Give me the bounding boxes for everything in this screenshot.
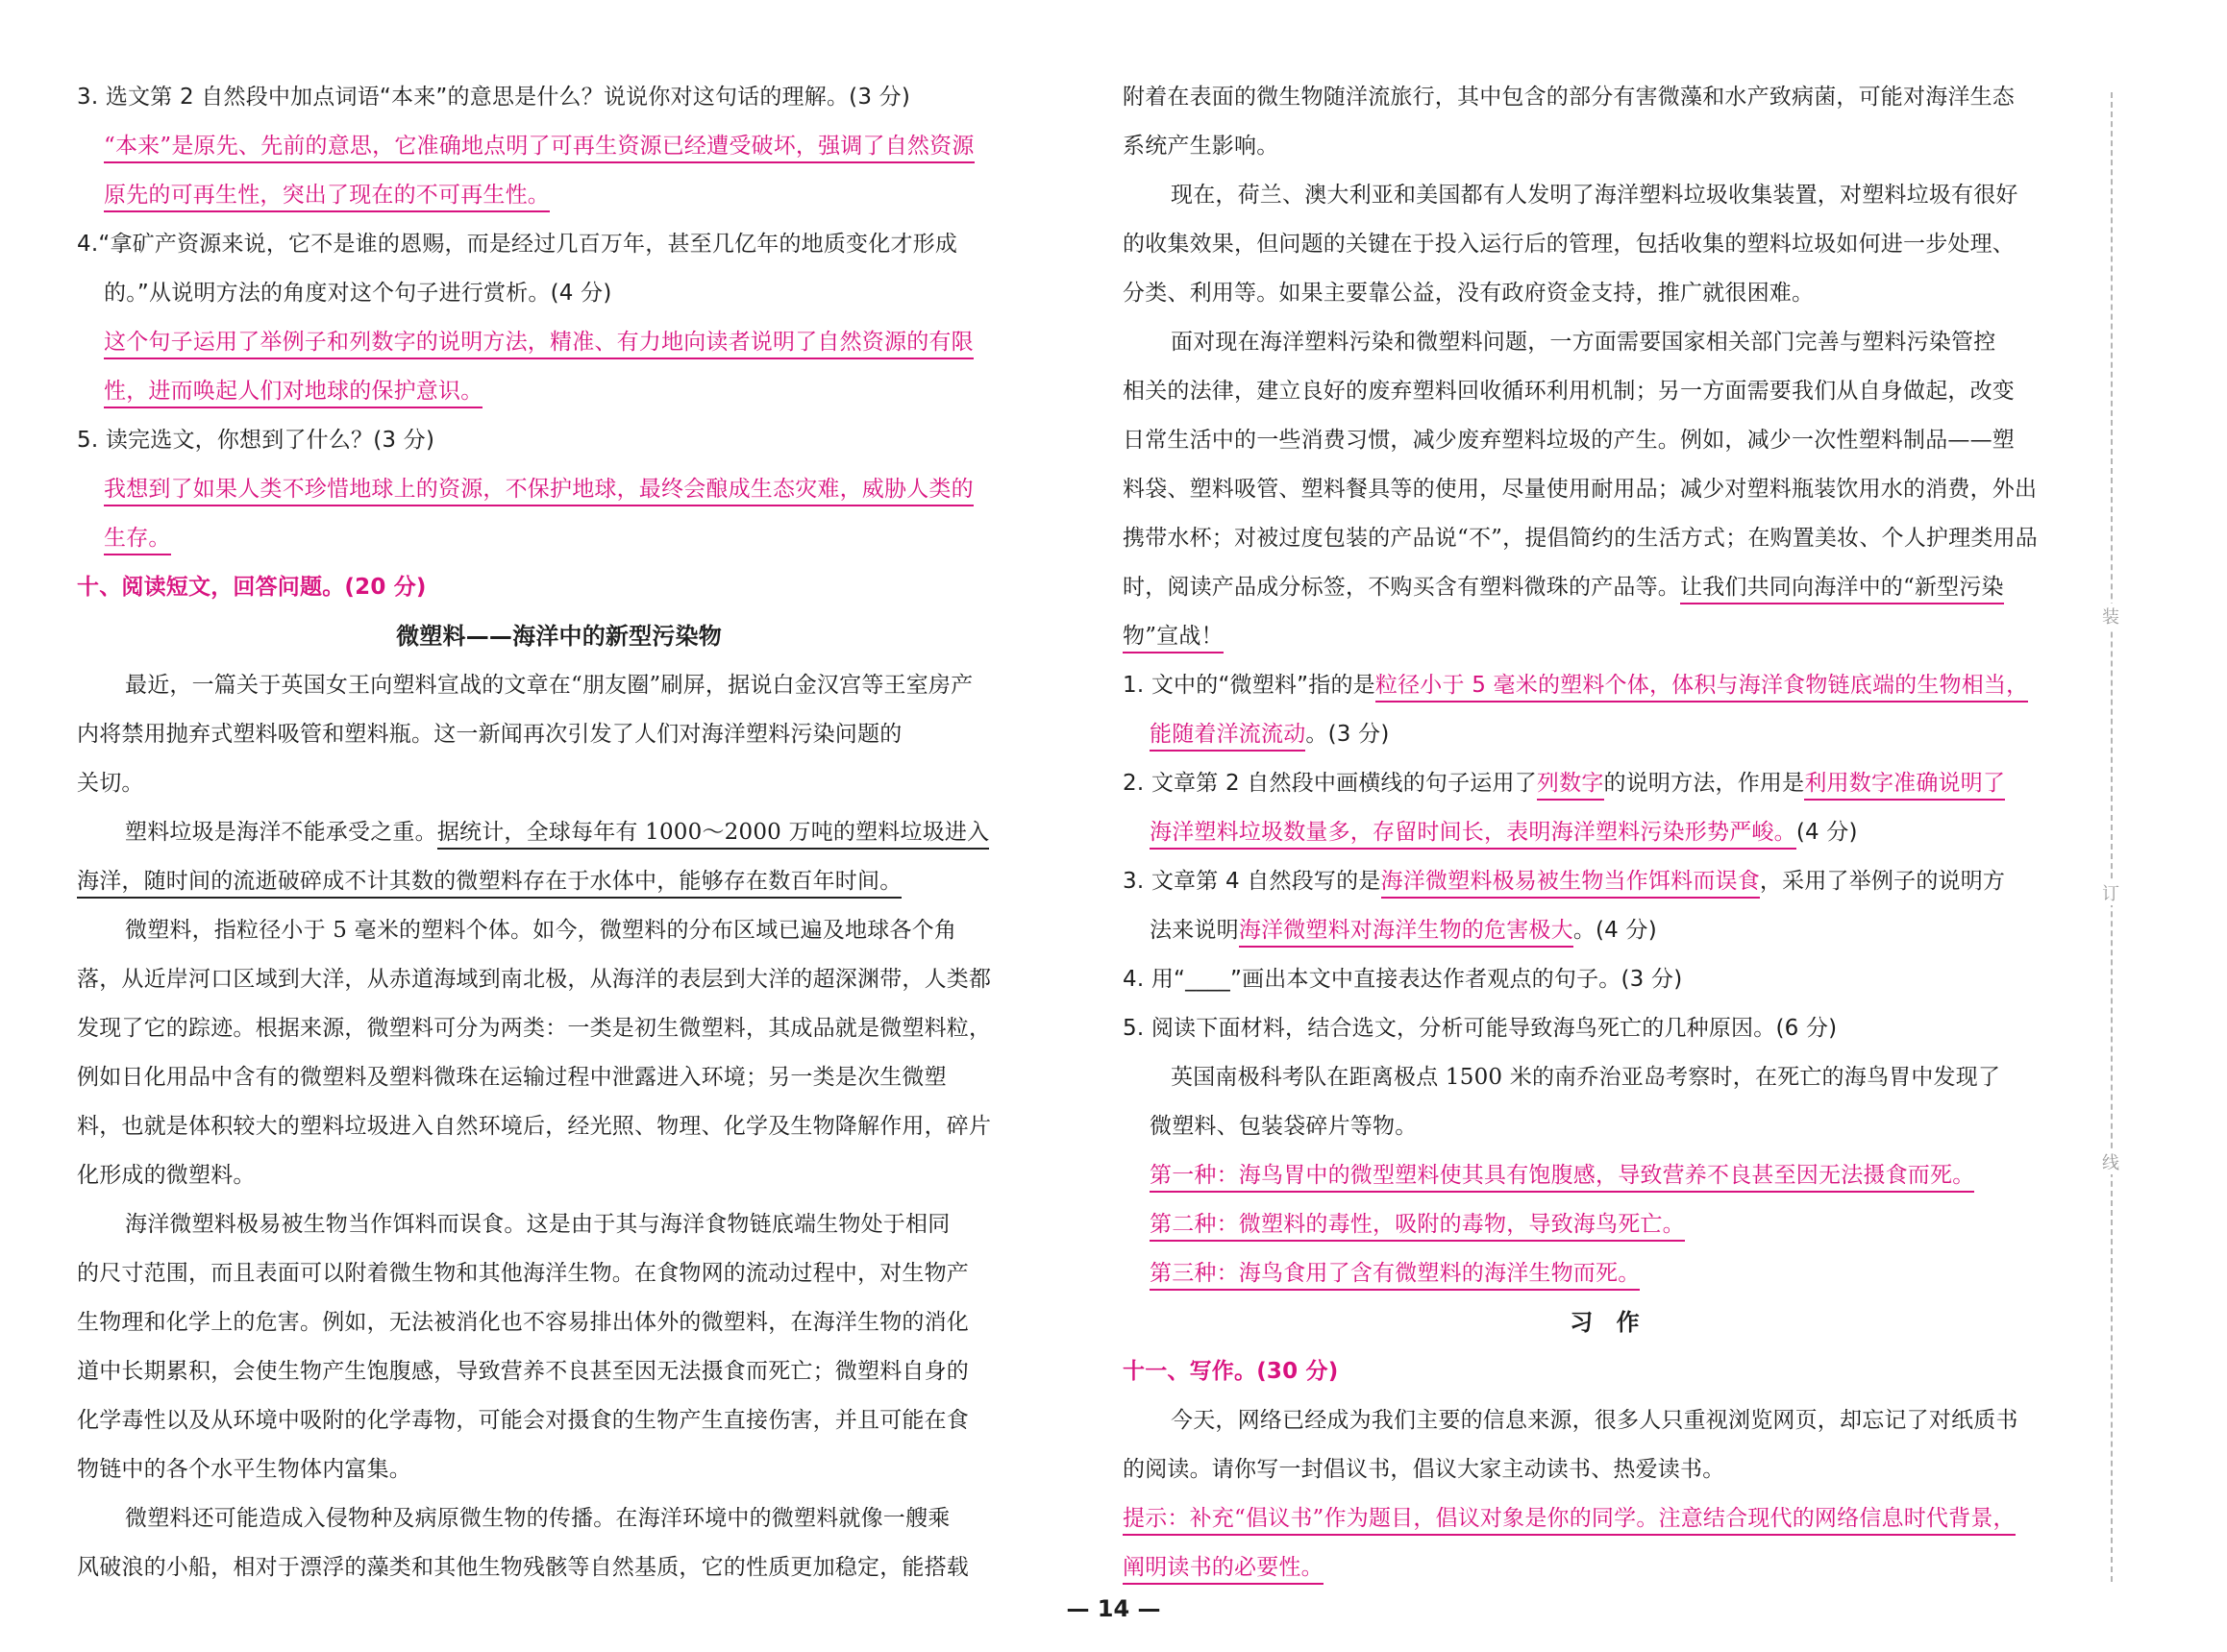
underlined-sentence-part-2: 海洋，随时间的流逝破碎成不计其数的微塑料存在于水体中，能够存在数百年时间。	[77, 869, 902, 899]
section-10-heading: 十、阅读短文，回答问题。(20 分)	[77, 575, 427, 600]
paragraph-7-line-7	[1123, 612, 2087, 661]
right-question-1-line-1: 1. 文中的“微塑料”指的是粒径小于 5 毫米的塑料个体，体积与海洋食物链底端的生物相当，	[1123, 661, 2087, 710]
paragraph-6-line-2: 的收集效果，但问题的关键在于投入运行后的管理，包括收集的塑料垃圾如何进一步处理、	[1123, 232, 2015, 257]
right-answer-5-reason-1: 第一种：海鸟胃中的微型塑料使其具有饱腹感，导致营养不良甚至因无法摄食而死。	[1123, 1151, 2087, 1200]
paragraph-5-line-1: 微塑料还可能造成入侵物种及病原微生物的传播。在海洋环境中的微塑料就像一艘乘	[125, 1506, 951, 1531]
binding-mark-2: 订	[2099, 880, 2122, 905]
right-answer-3a: 海洋微塑料极易被生物当作饵料而误食	[1381, 869, 1760, 899]
paragraph-3-line-3: 发现了它的踪迹。根据来源，微塑料可分为两类：一类是初生微塑料，其成品就是微塑料粒，	[77, 1016, 992, 1041]
right-question-1-line-2: 能随着洋流流动。(3 分)	[1123, 710, 2087, 759]
paragraph-2-line-1: 塑料垃圾是海洋不能承受之重。据统计，全球每年有 1000～2000 万吨的塑料垃圾进入	[77, 808, 1041, 857]
paragraph-5-line-4: 系统产生影响。	[1123, 134, 1279, 159]
right-answer-5-reason-3: 第三种：海鸟食用了含有微塑料的海洋生物而死。	[1123, 1249, 2087, 1298]
paragraph-3-line-2: 落，从近岸河口区域到大洋，从赤道海域到南北极，从海洋的表层到大洋的超深渊带，人类都	[77, 967, 992, 992]
underlined-sentence-part-1: 据统计，全球每年有 1000～2000 万吨的塑料垃圾进入	[437, 820, 990, 850]
binding-mark-3: 线	[2099, 1149, 2122, 1174]
paragraph-1-line-2: 内将禁用抛弃式塑料吸管和塑料瓶。这一新闻再次引发了人们对海洋塑料污染问题的	[77, 722, 903, 747]
paragraph-3-line-6: 化形成的微塑料。	[77, 1163, 256, 1188]
binding-mark-1: 装	[2099, 604, 2122, 629]
paragraph-4-line-3: 生物理和化学上的危害。例如，无法被消化也不容易排出体外的微塑料，在海洋生物的消化	[77, 1310, 969, 1335]
paragraph-7-line-2: 相关的法律，建立良好的废弃塑料回收循环利用机制；另一方面需要我们从自身做起，改变	[1123, 379, 2015, 404]
question-4-line-2: 的。”从说明方法的角度对这个句子进行赏析。(4 分)	[104, 281, 612, 306]
paragraph-2-line-2	[77, 857, 1041, 906]
paragraph-4-line-5: 化学毒性以及从环境中吸附的化学毒物，可能会对摄食的生物产生直接伤害，并且可能在食	[77, 1408, 969, 1433]
writing-prompt-line-2: 的阅读。请你写一封倡议书，倡议大家主动读书、热爱读书。	[1123, 1457, 1725, 1482]
right-answer-5-reason-2: 第二种：微塑料的毒性，吸附的毒物，导致海鸟死亡。	[1123, 1200, 2087, 1249]
material-line-1: 英国南极科考队在距离极点 1500 米的南乔治亚岛考察时，在死亡的海鸟胃中发现了	[1171, 1065, 2001, 1090]
answer-4-line-1: 这个句子运用了举例子和列数字的说明方法，精准、有力地向读者说明了自然资源的有限	[77, 318, 1041, 367]
right-answer-1-part-1: 粒径小于 5 毫米的塑料个体，体积与海洋食物链底端的生物相当，	[1375, 673, 2028, 703]
right-column	[1123, 73, 2087, 1592]
paragraph-4-line-4: 道中长期累积，会使生物产生饱腹感，导致营养不良甚至因无法摄食而死亡；微塑料自身的	[77, 1359, 969, 1384]
paragraph-6-line-1: 现在，荷兰、澳大利亚和美国都有人发明了海洋塑料垃圾收集装置，对塑料垃圾有很好	[1171, 183, 2018, 208]
writing-prompt-line-1: 今天，网络已经成为我们主要的信息来源，很多人只重视浏览网页，却忘记了对纸质书	[1171, 1408, 2018, 1433]
material-line-2: 微塑料、包装袋碎片等物。	[1150, 1114, 1418, 1139]
right-answer-2b-part-1: 利用数字准确说明了	[1804, 771, 2005, 801]
paragraph-7-line-6: 时，阅读产品成分标签，不购买含有塑料微珠的产品等。让我们共同向海洋中的“新型污染	[1123, 563, 2087, 612]
answer-5-line-1: 我想到了如果人类不珍惜地球上的资源，不保护地球，最终会酿成生态灾难，威胁人类的	[77, 465, 1041, 514]
paragraph-7-line-5: 携带水杯；对被过度包装的产品说“不”，提倡简约的生活方式；在购置美妆、个人护理类用品	[1123, 526, 2038, 551]
composition-heading: 习 作	[1570, 1309, 1640, 1336]
right-answer-2b-part-2: 海洋塑料垃圾数量多，存留时间长，表明海洋塑料污染形势严峻。	[1150, 820, 1796, 850]
right-question-3-line-1: 3. 文章第 4 自然段写的是海洋微塑料极易被生物当作饵料而误食，采用了举例子的说明方	[1123, 857, 2087, 906]
right-answer-3b: 海洋微塑料对海洋生物的危害极大	[1239, 918, 1573, 948]
right-answer-2a: 列数字	[1537, 771, 1604, 801]
writing-hint-line-1: 提示：补充“倡议书”作为题目，倡议对象是你的同学。注意结合现代的网络信息时代背景，	[1123, 1494, 2087, 1543]
paragraph-4-line-6: 物链中的各个水平生物体内富集。	[77, 1457, 411, 1482]
page-number: — 14 —	[1066, 1595, 1161, 1622]
writing-hint-line-2: 阐明读书的必要性。	[1123, 1543, 2087, 1592]
author-view-underline-1: 让我们共同向海洋中的“新型污染	[1680, 575, 2004, 604]
paragraph-5-line-3: 附着在表面的微生物随洋流旅行，其中包含的部分有害微藻和水产致病菌，可能对海洋生态	[1123, 85, 2015, 110]
right-question-5: 5. 阅读下面材料，结合选文，分析可能导致海鸟死亡的几种原因。(6 分)	[1123, 1016, 1838, 1041]
binding-dashed-line	[2111, 92, 2113, 1582]
answer-5-line-2: 生存。	[77, 514, 1041, 563]
paragraph-1-line-3: 关切。	[77, 771, 144, 796]
answer-3-line-1: “本来”是原先、先前的意思，它准确地点明了可再生资源已经遭受破坏，强调了自然资源	[77, 122, 1041, 171]
left-column	[77, 73, 1041, 1592]
right-question-2-line-2: 海洋塑料垃圾数量多，存留时间长，表明海洋塑料污染形势严峻。(4 分)	[1123, 808, 2087, 857]
paragraph-7-line-4: 料袋、塑料吸管、塑料餐具等的使用，尽量使用耐用品；减少对塑料瓶装饮用水的消费，外出	[1123, 477, 2038, 502]
paragraph-6-line-3: 分类、利用等。如果主要靠公益，没有政府资金支持，推广就很困难。	[1123, 281, 1815, 306]
author-view-underline-2: 物”宣战！	[1123, 624, 1224, 653]
question-5: 5. 读完选文，你想到了什么？(3 分)	[77, 428, 435, 453]
answer-3-line-2: 原先的可再生性，突出了现在的不可再生性。	[77, 171, 1041, 220]
right-question-2-line-1: 2. 文章第 2 自然段中画横线的句子运用了列数字的说明方法，作用是利用数字准确说明了	[1123, 759, 2087, 808]
paragraph-5-line-2: 风破浪的小船，相对于漂浮的藻类和其他生物残骸等自然基质，它的性质更加稳定，能搭载	[77, 1555, 969, 1580]
paragraph-7-line-1: 面对现在海洋塑料污染和微塑料问题，一方面需要国家相关部门完善与塑料污染管控	[1171, 330, 1996, 355]
right-question-3-line-2: 法来说明海洋微塑料对海洋生物的危害极大。(4 分)	[1123, 906, 2087, 955]
article-title: 微塑料——海洋中的新型污染物	[396, 623, 722, 650]
paragraph-4-line-2: 的尺寸范围，而且表面可以附着微生物和其他海洋生物。在食物网的流动过程中，对生物产	[77, 1261, 969, 1286]
paragraph-3-line-1: 微塑料，指粒径小于 5 毫米的塑料个体。如今，微塑料的分布区域已遍及地球各个角	[125, 918, 957, 943]
right-question-4: 4. 用“____”画出本文中直接表达作者观点的句子。(3 分)	[1123, 967, 1683, 992]
paragraph-7-line-3: 日常生活中的一些消费习惯，减少废弃塑料垃圾的产生。例如，减少一次性塑料制品——塑	[1123, 428, 2015, 453]
right-answer-1-part-2: 能随着洋流流动	[1150, 722, 1305, 752]
section-11-heading: 十一、写作。(30 分)	[1123, 1359, 1339, 1384]
paragraph-1-line-1: 最近，一篇关于英国女王向塑料宣战的文章在“朋友圈”刷屏，据说白金汉宫等王室房产	[125, 673, 974, 698]
paragraph-3-line-5: 料，也就是体积较大的塑料垃圾进入自然环境后，经光照、物理、化学及生物降解作用，碎片	[77, 1114, 992, 1139]
question-3: 3. 选文第 2 自然段中加点词语“本来”的意思是什么？说说你对这句话的理解。(3 分)	[77, 85, 911, 110]
paragraph-4-line-1: 海洋微塑料极易被生物当作饵料而误食。这是由于其与海洋食物链底端生物处于相同	[125, 1212, 951, 1237]
answer-4-line-2: 性，进而唤起人们对地球的保护意识。	[77, 367, 1041, 416]
question-4-line-1: 4.“拿矿产资源来说，它不是谁的恩赐，而是经过几百万年，甚至几亿年的地质变化才形成	[77, 232, 958, 257]
paragraph-3-line-4: 例如日化用品中含有的微塑料及塑料微珠在运输过程中泄露进入环境；另一类是次生微塑	[77, 1065, 947, 1090]
